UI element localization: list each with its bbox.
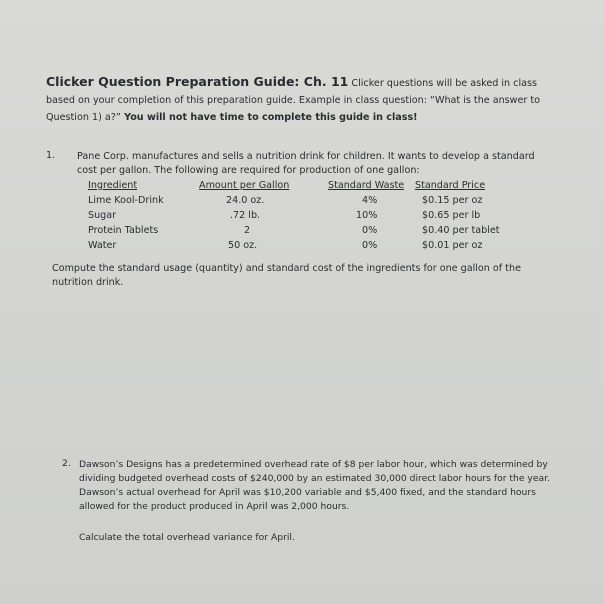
table-cell: $0.40 per tablet [422,225,500,236]
col-header-ingredient: Ingredient [88,180,138,191]
table-cell: 0% [362,240,378,251]
table-cell: .72 lb. [230,210,261,221]
question-1-instruction: Compute the standard usage (quantity) and standard cost of the ingredients for one gallon of the nutrition drink. [52,263,521,288]
col-header-waste: Standard Waste [328,180,405,191]
table-cell: Sugar [88,210,117,221]
guide-intro: Clicker questions will be asked in class based on your completion of this preparation guide. Example in class question: “What is the answer to Question 1) a?” [46,78,541,123]
question-1-stem: Pane Corp. manufactures and sells a nutrition drink for children. It wants to develop a standard cost per gallon. The following are required for production of one gallon: [77,151,535,176]
col-header-price: Standard Price [415,180,486,191]
table-cell: Lime Kool-Drink [88,195,164,206]
table-cell: 0% [362,225,378,236]
table-cell: Protein Tablets [88,225,159,236]
table-cell: $0.15 per oz [422,195,483,206]
table-cell: 2 [244,225,251,236]
table-cell: Water [88,240,117,251]
table-cell: 50 oz. [228,240,258,251]
col-header-amount: Amount per Gallon [199,180,290,191]
question-2-instruction: Calculate the total overhead variance for April. [79,532,295,543]
question-1-number: 1. [46,150,56,161]
table-cell: 10% [356,210,378,221]
guide-title: Clicker Question Preparation Guide: Ch. 11 [46,74,349,89]
question-2-number: 2. [62,458,71,469]
table-cell: 24.0 oz. [226,195,265,206]
guide-header [46,73,566,126]
question-2-stem: Dawson’s Designs has a predetermined overhead rate of $8 per labor hour, which was determined by dividing budgeted overhead costs of $240,000 by an estimated 30,000 direct labor hours for the year. Dawson’s actual overhead for April was $10,200 variable and $5,400 fixed, and the standard hours allowed for the product produced in April was 2,000 hours. [79,459,551,512]
guide-warning: You will not have time to complete this guide in class! [120,112,418,123]
table-cell: 4% [362,195,378,206]
table-cell: $0.01 per oz [422,240,483,251]
table-cell: $0.65 per lb [422,210,481,221]
